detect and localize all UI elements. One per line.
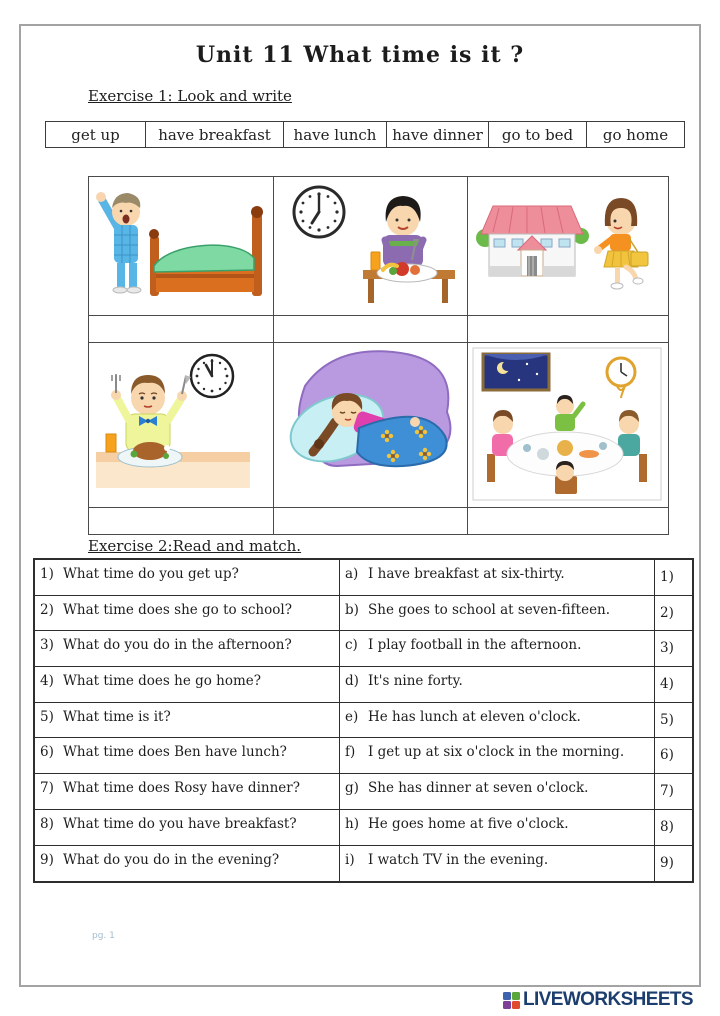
match-answer-cell[interactable]: [655, 596, 692, 631]
question-text: What time does she go to school?: [63, 601, 292, 618]
question-text: What time does Rosy have dinner?: [63, 780, 300, 797]
word-bank-cell: go to bed: [489, 122, 587, 147]
girl-by-school-building-illustration: [469, 178, 667, 315]
match-row: [35, 738, 692, 774]
match-row: [35, 596, 692, 632]
match-answer-cell[interactable]: [655, 631, 692, 666]
question-number: 5): [40, 708, 54, 725]
match-row: [35, 667, 692, 703]
exercise1-answer-cell[interactable]: [468, 316, 668, 343]
match-number: 5): [660, 711, 674, 728]
question-text: What time does he go home?: [63, 673, 262, 690]
word-bank-table: [45, 121, 685, 148]
exercise1-answer-cell[interactable]: [274, 316, 468, 343]
match-row: [35, 846, 692, 882]
match-number: 4): [660, 676, 674, 693]
girl-sleeping-in-bed-illustration: [275, 344, 467, 507]
question-text: What do you do in the afternoon?: [63, 637, 292, 654]
question-cell: [35, 631, 340, 666]
question-number: 8): [40, 815, 54, 832]
match-answer-cell[interactable]: [655, 738, 692, 773]
picture-cell-get-up: [89, 177, 274, 316]
answer-text: She goes to school at seven-fifteen.: [368, 601, 611, 618]
answer-cell: [340, 774, 655, 809]
answer-letter: e): [345, 708, 359, 725]
answer-letter: d): [345, 673, 359, 690]
question-cell: [35, 774, 340, 809]
question-text: What time do you get up?: [63, 566, 239, 582]
answer-text: I have breakfast at six-thirty.: [368, 566, 565, 582]
word-bank-cell: have dinner: [387, 122, 489, 147]
question-number: 3): [40, 637, 54, 654]
exercise1-answer-cell[interactable]: [89, 508, 274, 534]
answer-text: I play football in the afternoon.: [368, 637, 582, 654]
page-number: pg. 1: [92, 931, 115, 941]
liveworksheets-wordmark: LIVEWORKSHEETS: [523, 989, 694, 1010]
match-answer-cell[interactable]: [655, 846, 692, 882]
answer-cell: [340, 560, 655, 595]
match-answer-cell[interactable]: [655, 703, 692, 738]
question-cell: [35, 703, 340, 738]
match-number: 1): [660, 569, 674, 585]
answer-cell: [340, 631, 655, 666]
answer-text: He has lunch at eleven o'clock.: [368, 708, 581, 725]
logo-square-blue: [503, 992, 511, 1000]
match-number: 9): [660, 854, 674, 871]
answer-cell: [340, 703, 655, 738]
man-having-lunch-with-clock-illustration: [90, 344, 273, 507]
match-answer-cell[interactable]: [655, 774, 692, 809]
match-number: 6): [660, 747, 674, 764]
answer-letter: b): [345, 601, 359, 618]
match-answer-cell[interactable]: [655, 560, 692, 595]
answer-text: I watch TV in the evening.: [368, 851, 549, 868]
picture-cell-have-breakfast: [274, 177, 468, 316]
logo-square-red: [512, 1001, 520, 1009]
exercise1-answer-cell[interactable]: [274, 508, 468, 534]
question-cell: [35, 596, 340, 631]
picture-cell-go-to-bed: [274, 343, 468, 508]
question-cell: [35, 667, 340, 702]
match-row: [35, 810, 692, 846]
match-number: 8): [660, 818, 674, 835]
answer-letter: h): [345, 815, 359, 832]
question-cell: [35, 560, 340, 595]
liveworksheets-logo: [503, 989, 693, 1011]
word-bank-cell: have lunch: [284, 122, 387, 147]
word-bank-cell: get up: [46, 122, 146, 147]
match-answer-cell[interactable]: [655, 667, 692, 702]
picture-cell-go-home: [468, 177, 668, 316]
question-number: 1): [40, 566, 54, 582]
question-cell: [35, 810, 340, 845]
question-text: What time do you have breakfast?: [63, 815, 297, 832]
page-title: Unit 11 What time is it ?: [195, 42, 525, 68]
answer-letter: c): [345, 637, 358, 654]
answer-text: I get up at six o'clock in the morning.: [368, 744, 625, 761]
question-number: 6): [40, 744, 54, 761]
match-row: [35, 560, 692, 596]
question-text: What do you do in the evening?: [63, 851, 280, 868]
match-number: 7): [660, 783, 674, 800]
exercise2-heading: Exercise 2:Read and match.: [88, 537, 302, 555]
question-number: 9): [40, 851, 54, 868]
answer-cell: [340, 846, 655, 882]
answer-cell: [340, 667, 655, 702]
word-bank-cell: go home: [602, 125, 669, 144]
match-number: 2): [660, 604, 674, 621]
question-text: What time is it?: [63, 708, 171, 725]
exercise1-picture-grid: [88, 176, 669, 535]
question-number: 7): [40, 780, 54, 797]
picture-cell-have-dinner: [468, 343, 668, 508]
answer-text: It's nine forty.: [368, 673, 463, 690]
answer-cell: [340, 738, 655, 773]
logo-square-purple: [503, 1001, 511, 1009]
family-dinner-illustration: [469, 344, 667, 507]
liveworksheets-grid-icon: [503, 992, 520, 1009]
exercise1-answer-cell[interactable]: [468, 508, 668, 534]
match-row: [35, 631, 692, 667]
answer-letter: g): [345, 780, 359, 797]
answer-text: She has dinner at seven o'clock.: [368, 780, 589, 797]
boy-waking-up-beside-bed-illustration: [90, 178, 273, 315]
logo-square-green: [512, 992, 520, 1000]
match-number: 3): [660, 640, 674, 657]
question-text: What time does Ben have lunch?: [63, 744, 287, 761]
match-row: [35, 774, 692, 810]
answer-cell: [340, 596, 655, 631]
answer-cell: [340, 810, 655, 845]
question-number: 4): [40, 673, 54, 690]
clock-and-boy-having-breakfast-illustration: [275, 178, 467, 315]
exercise2-match-table: [33, 558, 694, 883]
answer-text: He goes home at five o'clock.: [368, 815, 569, 832]
answer-letter: f): [345, 744, 356, 761]
answer-letter: a): [345, 566, 359, 582]
question-number: 2): [40, 601, 54, 618]
match-answer-cell[interactable]: [655, 810, 692, 845]
exercise1-answer-cell[interactable]: [89, 316, 274, 343]
exercise1-heading: Exercise 1: Look and write: [88, 87, 292, 105]
picture-cell-have-lunch: [89, 343, 274, 508]
answer-letter: i): [345, 851, 355, 868]
question-cell: [35, 738, 340, 773]
word-bank-cell: have breakfast: [146, 122, 284, 147]
question-cell: [35, 846, 340, 882]
match-row: [35, 703, 692, 739]
